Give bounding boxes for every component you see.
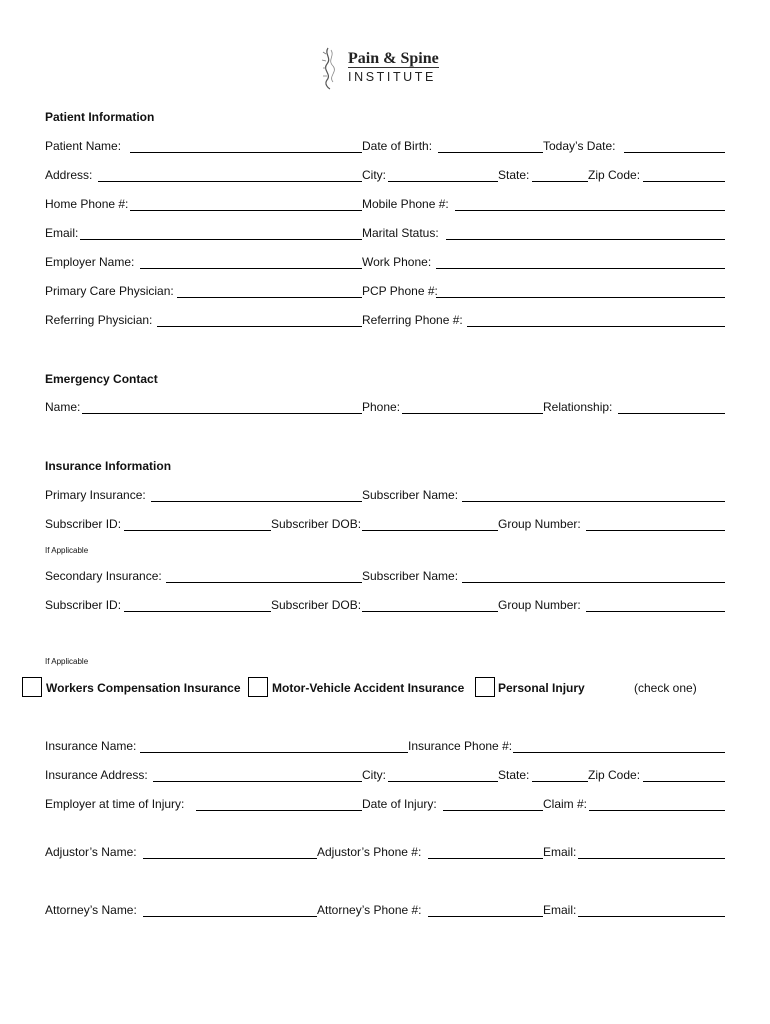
label-adjustor-name: Adjustor’s Name: [45,845,137,859]
checkbox-motor-vehicle[interactable] [248,677,268,697]
field-group-number-2[interactable] [586,611,725,612]
field-adjustor-phone[interactable] [428,858,543,859]
label-subscriber-name-2: Subscriber Name: [362,569,459,583]
institute-logo [318,46,458,92]
field-subscriber-id[interactable] [124,530,271,531]
field-subscriber-id-2[interactable] [124,611,271,612]
label-subscriber-dob-2: Subscriber DOB: [271,598,362,612]
field-emergency-phone[interactable] [402,413,543,414]
field-referring-physician[interactable] [157,326,362,327]
spine-logo-icon [318,46,344,90]
field-state[interactable] [532,181,588,182]
field-employer[interactable] [140,268,362,269]
field-group-number[interactable] [586,530,725,531]
label-employer-at-injury: Employer at time of Injury: [45,797,185,811]
field-marital-status[interactable] [446,239,725,240]
label-subscriber-id-2: Subscriber ID: [45,598,122,612]
label-todays-date: Today’s Date: [543,139,616,153]
label-relationship: Relationship: [543,400,613,414]
field-insurance-name[interactable] [140,752,408,753]
check-one-note: (check one) [634,681,697,695]
field-primary-insurance[interactable] [151,501,362,502]
field-subscriber-dob[interactable] [362,530,498,531]
label-adjustor-email: Email: [543,845,577,859]
field-email[interactable] [80,239,362,240]
field-insurance-address[interactable] [153,781,362,782]
label-employer: Employer Name: [45,255,135,269]
field-referring-phone[interactable] [467,326,725,327]
label-personal-injury: Personal Injury [498,681,585,695]
label-claim-number: Claim #: [543,797,588,811]
field-employer-at-injury[interactable] [196,810,362,811]
label-date-of-injury: Date of Injury: [362,797,437,811]
logo-subtitle: INSTITUTE [348,70,436,84]
field-mobile-phone[interactable] [455,210,725,211]
field-subscriber-dob-2[interactable] [362,611,498,612]
label-pcp: Primary Care Physician: [45,284,174,298]
label-patient-name: Patient Name: [45,139,122,153]
label-zip: Zip Code: [588,168,641,182]
label-referring-physician: Referring Physician: [45,313,153,327]
field-work-phone[interactable] [436,268,725,269]
label-workers-comp: Workers Compensation Insurance [46,681,241,695]
field-injury-zip[interactable] [643,781,725,782]
label-adjustor-phone: Adjustor’s Phone #: [317,845,422,859]
label-dob: Date of Birth: [362,139,433,153]
label-injury-city: City: [362,768,386,782]
field-adjustor-name[interactable] [143,858,317,859]
label-pcp-phone: PCP Phone #: [362,284,438,298]
logo-title: Pain & Spine [348,50,439,67]
field-injury-city[interactable] [388,781,498,782]
field-attorney-email[interactable] [578,916,725,917]
label-mobile-phone: Mobile Phone #: [362,197,449,211]
label-group-number: Group Number: [498,517,581,531]
label-attorney-phone: Attorney’s Phone #: [317,903,422,917]
label-referring-phone: Referring Phone #: [362,313,463,327]
label-insurance-phone: Insurance Phone #: [408,739,513,753]
field-city[interactable] [388,181,498,182]
checkbox-personal-injury[interactable] [475,677,495,697]
label-group-number-2: Group Number: [498,598,581,612]
section-heading-insurance: Insurance Information [45,459,172,473]
label-home-phone: Home Phone #: [45,197,129,211]
field-attorney-phone[interactable] [428,916,543,917]
section-heading-emergency: Emergency Contact [45,372,158,386]
field-pcp-phone[interactable] [436,297,725,298]
field-emergency-name[interactable] [82,413,362,414]
field-adjustor-email[interactable] [578,858,725,859]
label-email: Email: [45,226,79,240]
label-emergency-name: Name: [45,400,81,414]
label-insurance-name: Insurance Name: [45,739,137,753]
label-attorney-email: Email: [543,903,577,917]
label-attorney-name: Attorney’s Name: [45,903,137,917]
if-applicable-injury-note: If Applicable [45,657,89,666]
section-heading-patient: Patient Information [45,110,155,124]
label-marital-status: Marital Status: [362,226,439,240]
label-work-phone: Work Phone: [362,255,432,269]
field-subscriber-name[interactable] [462,501,725,502]
field-subscriber-name-2[interactable] [462,582,725,583]
label-insurance-address: Insurance Address: [45,768,148,782]
label-injury-zip: Zip Code: [588,768,641,782]
field-zip[interactable] [643,181,725,182]
field-todays-date[interactable] [624,152,725,153]
label-subscriber-name: Subscriber Name: [362,488,459,502]
label-motor-vehicle: Motor-Vehicle Accident Insurance [272,681,465,695]
field-insurance-phone[interactable] [513,752,725,753]
field-claim-number[interactable] [589,810,725,811]
label-primary-insurance: Primary Insurance: [45,488,146,502]
field-pcp[interactable] [177,297,362,298]
label-city: City: [362,168,386,182]
field-relationship[interactable] [618,413,725,414]
field-injury-state[interactable] [532,781,588,782]
label-state: State: [498,168,530,182]
field-attorney-name[interactable] [143,916,317,917]
field-secondary-insurance[interactable] [166,582,362,583]
label-address: Address: [45,168,93,182]
if-applicable-note: If Applicable [45,546,89,555]
label-subscriber-dob: Subscriber DOB: [271,517,362,531]
label-subscriber-id: Subscriber ID: [45,517,122,531]
field-address[interactable] [98,181,362,182]
field-patient-name[interactable] [130,152,362,153]
label-secondary-insurance: Secondary Insurance: [45,569,162,583]
label-emergency-phone: Phone: [362,400,401,414]
field-dob[interactable] [438,152,543,153]
label-injury-state: State: [498,768,530,782]
field-home-phone[interactable] [130,210,362,211]
field-date-of-injury[interactable] [443,810,543,811]
checkbox-workers-comp[interactable] [22,677,42,697]
